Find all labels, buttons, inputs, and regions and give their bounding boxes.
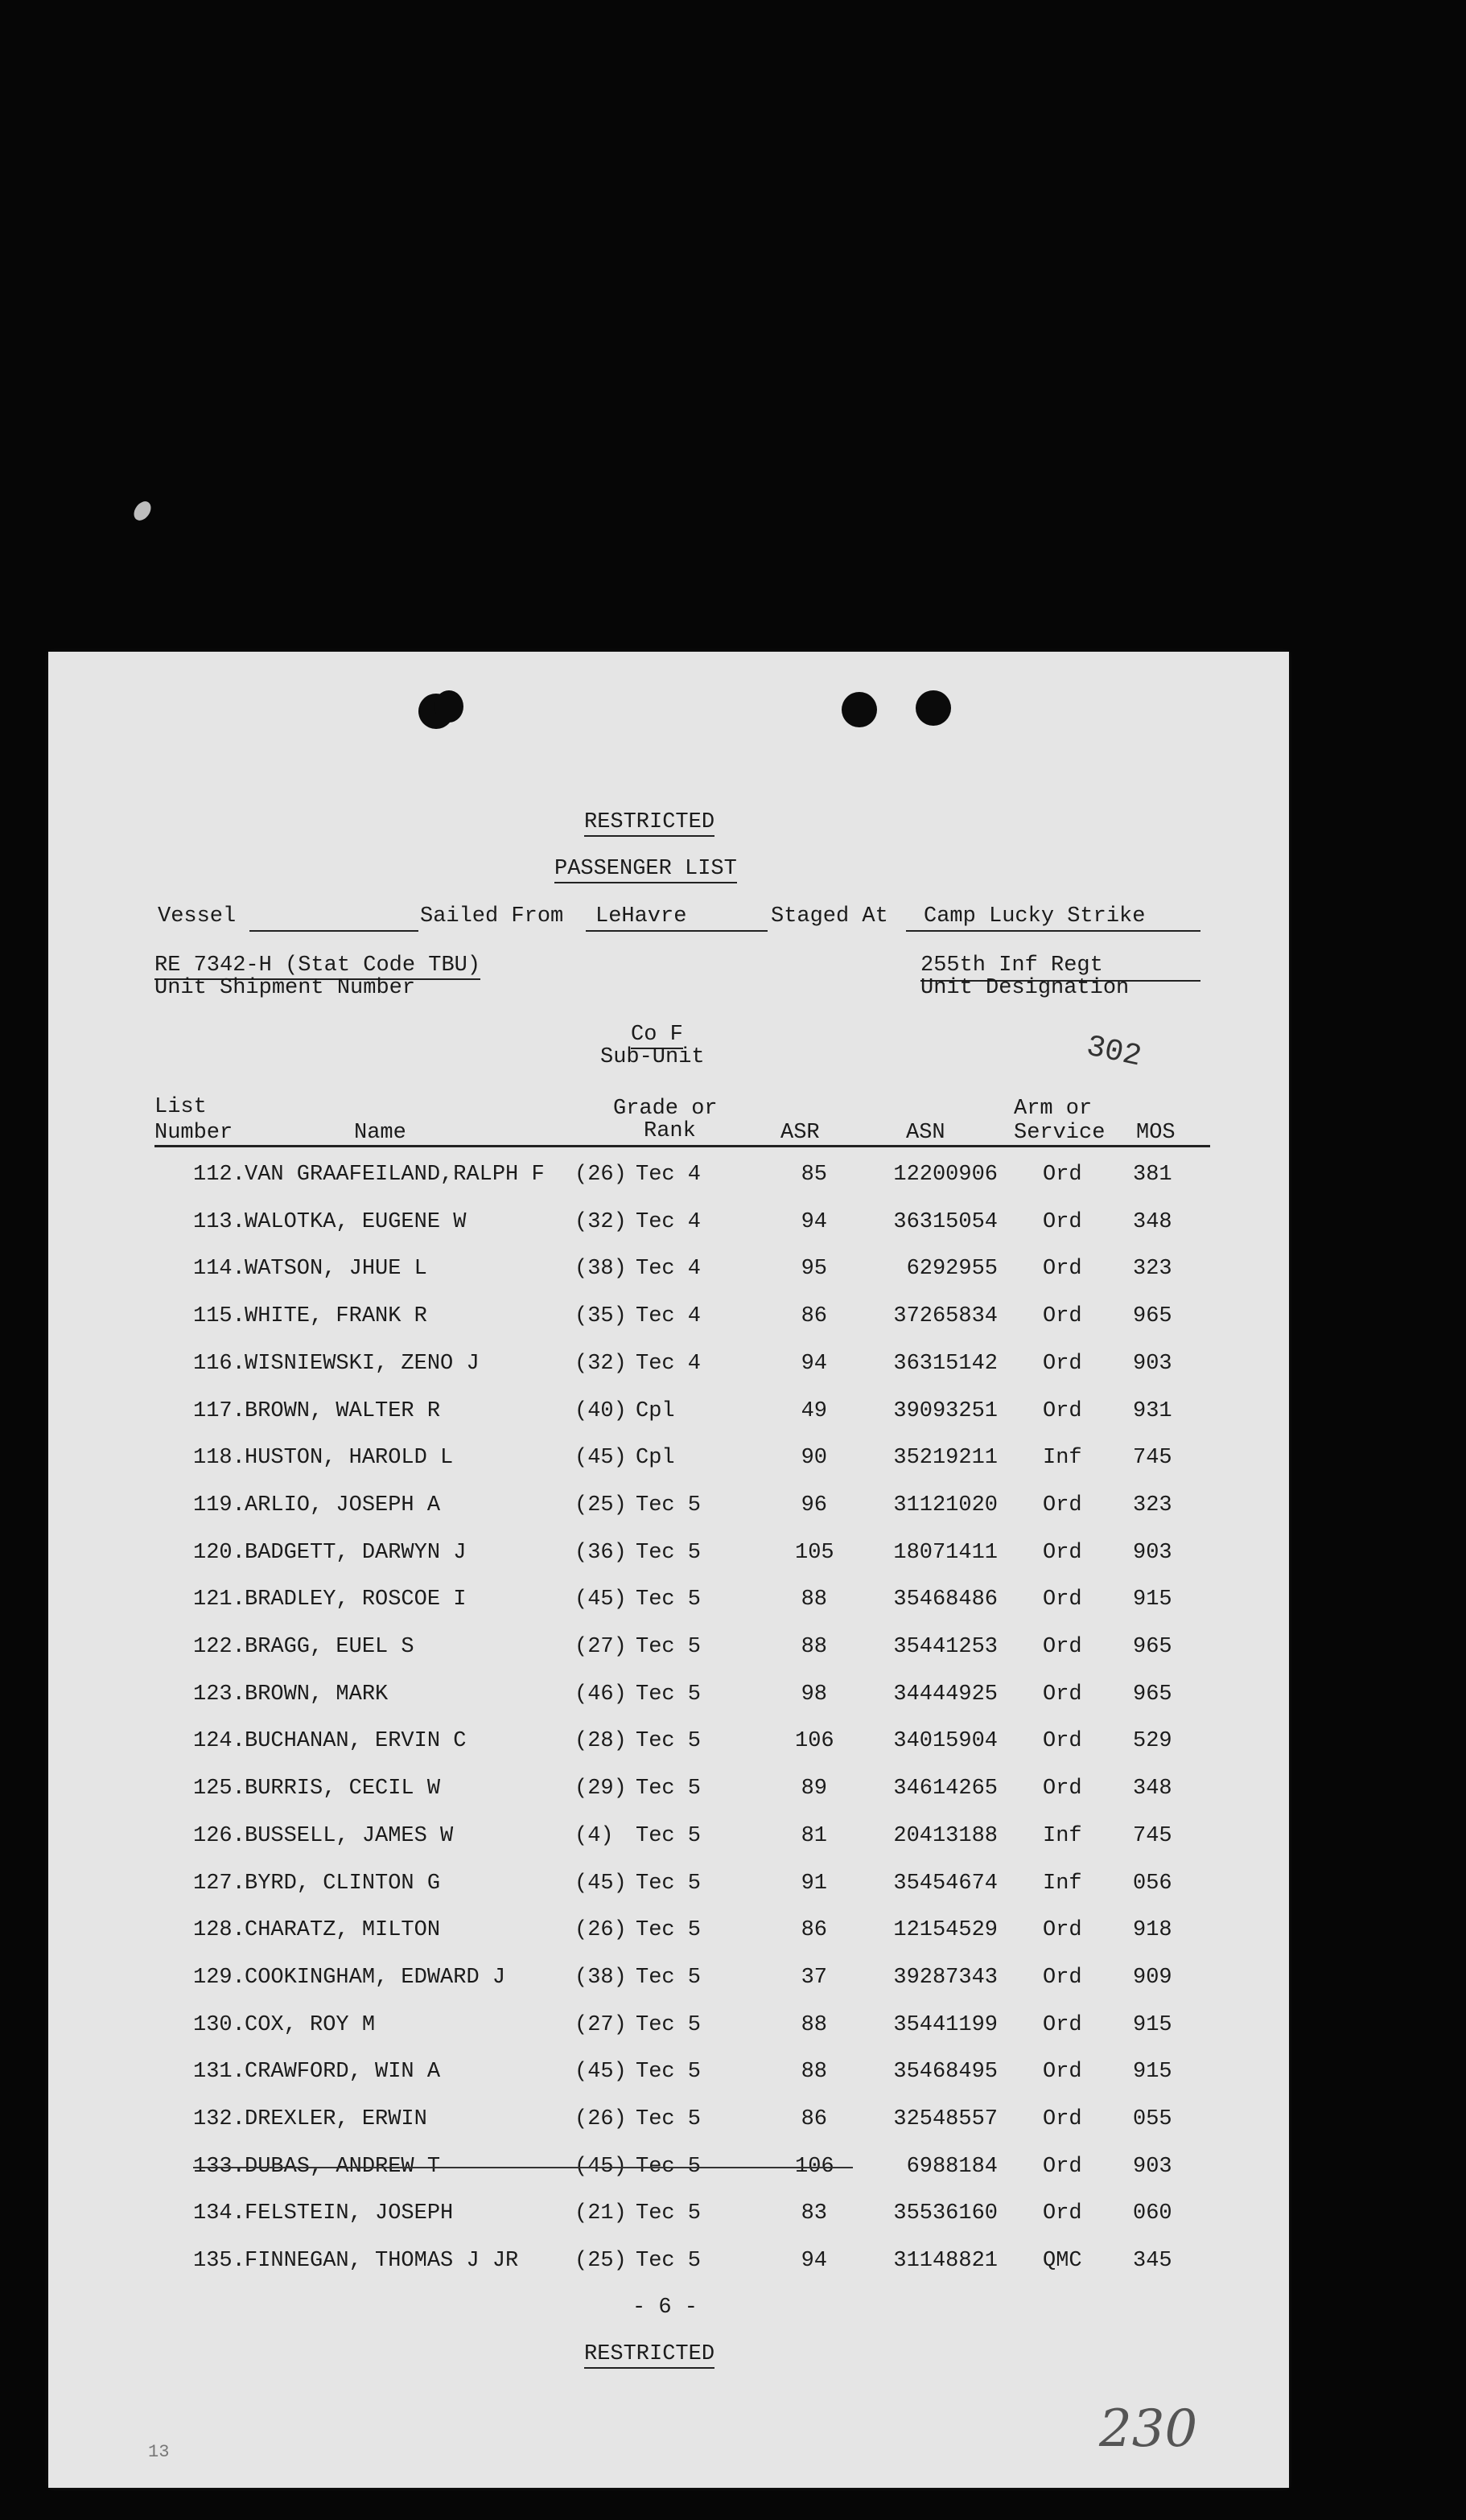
asn-cell: 39287343 bbox=[893, 1966, 998, 1990]
age-cell: (40) bbox=[574, 1399, 627, 1423]
grade-cell: Tec 5 bbox=[636, 2060, 702, 2084]
mos-cell: 323 bbox=[1133, 1493, 1172, 1517]
mos-cell: 915 bbox=[1133, 1587, 1172, 1612]
arm-cell: Ord bbox=[1043, 1966, 1082, 1990]
grade-cell: Cpl bbox=[636, 1399, 675, 1423]
list-number-cell: 114. bbox=[193, 1257, 245, 1281]
list-number-cell: 133. bbox=[193, 2155, 245, 2179]
list-number-cell: 129. bbox=[193, 1966, 245, 1990]
mos-cell: 348 bbox=[1133, 1777, 1172, 1801]
grade-cell: Tec 5 bbox=[636, 1966, 702, 1990]
arm-cell: Ord bbox=[1043, 1304, 1082, 1328]
arm-cell: Ord bbox=[1043, 1587, 1082, 1612]
list-number-cell: 127. bbox=[193, 1871, 245, 1896]
asr-cell: 106 bbox=[795, 1729, 834, 1753]
arm-cell: Ord bbox=[1043, 1399, 1082, 1423]
grade-cell: Tec 5 bbox=[636, 1635, 702, 1659]
asn-cell: 34015904 bbox=[893, 1729, 998, 1753]
staged-at-blank bbox=[906, 930, 1200, 932]
asr-cell: 94 bbox=[801, 1210, 827, 1234]
col-list-number-1: List bbox=[154, 1095, 207, 1119]
arm-cell: Ord bbox=[1043, 1163, 1082, 1187]
sailed-from-value: LeHavre bbox=[595, 904, 687, 929]
asn-cell: 6292955 bbox=[906, 1257, 998, 1281]
asn-cell: 34614265 bbox=[893, 1777, 998, 1801]
list-number-cell: 135. bbox=[193, 2249, 245, 2273]
grade-cell: Tec 5 bbox=[636, 1824, 702, 1848]
asr-cell: 86 bbox=[801, 2107, 827, 2131]
vessel-blank bbox=[249, 930, 418, 932]
asr-cell: 37 bbox=[801, 1966, 827, 1990]
restricted-top: RESTRICTED bbox=[584, 809, 714, 837]
col-asn: ASN bbox=[906, 1121, 945, 1145]
mos-cell: 965 bbox=[1133, 1682, 1172, 1707]
age-cell: (38) bbox=[574, 1966, 627, 1990]
name-cell: BROWN, WALTER R bbox=[245, 1399, 441, 1423]
mos-cell: 060 bbox=[1133, 2201, 1172, 2226]
arm-cell: Ord bbox=[1043, 2201, 1082, 2226]
age-cell: (21) bbox=[574, 2201, 627, 2226]
list-number-cell: 123. bbox=[193, 1682, 245, 1707]
name-cell: WISNIEWSKI, ZENO J bbox=[245, 1352, 480, 1376]
mos-cell: 745 bbox=[1133, 1446, 1172, 1470]
list-number-cell: 128. bbox=[193, 1918, 245, 1942]
name-cell: ARLIO, JOSEPH A bbox=[245, 1493, 441, 1517]
name-cell: FINNEGAN, THOMAS J JR bbox=[245, 2249, 519, 2273]
list-number-cell: 131. bbox=[193, 2060, 245, 2084]
age-cell: (45) bbox=[574, 1446, 627, 1470]
age-cell: (45) bbox=[574, 1871, 627, 1896]
asr-cell: 94 bbox=[801, 2249, 827, 2273]
asn-cell: 31148821 bbox=[893, 2249, 998, 2273]
asr-cell: 98 bbox=[801, 1682, 827, 1707]
arm-cell: Ord bbox=[1043, 1777, 1082, 1801]
name-cell: BADGETT, DARWYN J bbox=[245, 1541, 467, 1565]
age-cell: (27) bbox=[574, 1635, 627, 1659]
asn-cell: 12200906 bbox=[893, 1163, 998, 1187]
grade-cell: Cpl bbox=[636, 1446, 675, 1470]
name-cell: COX, ROY M bbox=[245, 2013, 376, 2037]
asr-cell: 91 bbox=[801, 1871, 827, 1896]
mos-cell: 381 bbox=[1133, 1163, 1172, 1187]
grade-cell: Tec 5 bbox=[636, 2249, 702, 2273]
arm-cell: Ord bbox=[1043, 2060, 1082, 2084]
strike-through-line bbox=[193, 2167, 853, 2168]
col-list-number-2: Number bbox=[154, 1121, 233, 1145]
list-number-cell: 120. bbox=[193, 1541, 245, 1565]
mos-cell: 965 bbox=[1133, 1304, 1172, 1328]
asn-cell: 31121020 bbox=[893, 1493, 998, 1517]
name-cell: BUSSELL, JAMES W bbox=[245, 1824, 454, 1848]
name-cell: COOKINGHAM, EDWARD J bbox=[245, 1966, 506, 1990]
shipment-number-label: Unit Shipment Number bbox=[154, 976, 416, 1000]
page-title: PASSENGER LIST bbox=[554, 856, 737, 883]
asn-cell: 35468486 bbox=[893, 1587, 998, 1612]
grade-cell: Tec 4 bbox=[636, 1304, 702, 1328]
col-arm-1: Arm or bbox=[1014, 1097, 1093, 1121]
age-cell: (29) bbox=[574, 1777, 627, 1801]
mos-cell: 055 bbox=[1133, 2107, 1172, 2131]
arm-cell: Ord bbox=[1043, 1493, 1082, 1517]
age-cell: (26) bbox=[574, 1163, 627, 1187]
list-number-cell: 130. bbox=[193, 2013, 245, 2037]
arm-cell: Ord bbox=[1043, 2013, 1082, 2037]
mos-cell: 918 bbox=[1133, 1918, 1172, 1942]
col-grade-1: Grade or bbox=[613, 1097, 718, 1121]
age-cell: (45) bbox=[574, 2155, 627, 2179]
mos-cell: 903 bbox=[1133, 1352, 1172, 1376]
list-number-cell: 124. bbox=[193, 1729, 245, 1753]
name-cell: BROWN, MARK bbox=[245, 1682, 389, 1707]
arm-cell: Inf bbox=[1043, 1871, 1082, 1896]
arm-cell: QMC bbox=[1043, 2249, 1082, 2273]
col-grade-2: Rank bbox=[644, 1119, 696, 1143]
arm-cell: Ord bbox=[1043, 1635, 1082, 1659]
list-number-cell: 119. bbox=[193, 1493, 245, 1517]
grade-cell: Tec 5 bbox=[636, 1541, 702, 1565]
list-number-cell: 134. bbox=[193, 2201, 245, 2226]
name-cell: CRAWFORD, WIN A bbox=[245, 2060, 441, 2084]
sailed-from-blank bbox=[586, 930, 768, 932]
grade-cell: Tec 4 bbox=[636, 1163, 702, 1187]
age-cell: (28) bbox=[574, 1729, 627, 1753]
asr-cell: 85 bbox=[801, 1163, 827, 1187]
arm-cell: Ord bbox=[1043, 2107, 1082, 2131]
mos-cell: 915 bbox=[1133, 2013, 1172, 2037]
age-cell: (45) bbox=[574, 1587, 627, 1612]
asr-cell: 88 bbox=[801, 1635, 827, 1659]
asn-cell: 35219211 bbox=[893, 1446, 998, 1470]
asn-cell: 20413188 bbox=[893, 1824, 998, 1848]
age-cell: (45) bbox=[574, 2060, 627, 2084]
grade-cell: Tec 5 bbox=[636, 1918, 702, 1942]
asr-cell: 95 bbox=[801, 1257, 827, 1281]
restricted-bottom: RESTRICTED bbox=[584, 2341, 714, 2369]
name-cell: BURRIS, CECIL W bbox=[245, 1777, 441, 1801]
arm-cell: Ord bbox=[1043, 1352, 1082, 1376]
grade-cell: Tec 5 bbox=[636, 1587, 702, 1612]
age-cell: (4) bbox=[574, 1824, 614, 1848]
handwritten-number: 230 bbox=[1099, 2399, 1198, 2459]
grade-cell: Tec 4 bbox=[636, 1352, 702, 1376]
punch-hole-middle bbox=[842, 692, 877, 727]
mos-cell: 903 bbox=[1133, 2155, 1172, 2179]
asn-cell: 34444925 bbox=[893, 1682, 998, 1707]
name-cell: CHARATZ, MILTON bbox=[245, 1918, 441, 1942]
mos-cell: 915 bbox=[1133, 2060, 1172, 2084]
name-cell: BYRD, CLINTON G bbox=[245, 1871, 441, 1896]
asn-cell: 35468495 bbox=[893, 2060, 998, 2084]
arm-cell: Ord bbox=[1043, 1541, 1082, 1565]
list-number-cell: 122. bbox=[193, 1635, 245, 1659]
grade-cell: Tec 5 bbox=[636, 2107, 702, 2131]
asn-cell: 35454674 bbox=[893, 1871, 998, 1896]
asn-cell: 36315142 bbox=[893, 1352, 998, 1376]
punch-hole-left-2 bbox=[434, 690, 463, 723]
mos-cell: 323 bbox=[1133, 1257, 1172, 1281]
designation-value: 255th Inf Regt bbox=[920, 953, 1103, 978]
age-cell: (36) bbox=[574, 1541, 627, 1565]
name-cell: WATSON, JHUE L bbox=[245, 1257, 427, 1281]
arm-cell: Inf bbox=[1043, 1446, 1082, 1470]
grade-cell: Tec 5 bbox=[636, 2201, 702, 2226]
asr-cell: 106 bbox=[795, 2155, 834, 2179]
designation-label: Unit Designation bbox=[920, 976, 1130, 1000]
asn-cell: 32548557 bbox=[893, 2107, 998, 2131]
asr-cell: 88 bbox=[801, 2013, 827, 2037]
shipment-number-value: RE 7342-H (Stat Code TBU) bbox=[154, 953, 480, 980]
asn-cell: 39093251 bbox=[893, 1399, 998, 1423]
asr-cell: 86 bbox=[801, 1304, 827, 1328]
corner-mark: 13 bbox=[148, 2442, 170, 2462]
mos-cell: 903 bbox=[1133, 1541, 1172, 1565]
age-cell: (26) bbox=[574, 2107, 627, 2131]
arm-cell: Ord bbox=[1043, 1257, 1082, 1281]
age-cell: (26) bbox=[574, 1918, 627, 1942]
asn-cell: 35441199 bbox=[893, 2013, 998, 2037]
mos-cell: 056 bbox=[1133, 1871, 1172, 1896]
mos-cell: 348 bbox=[1133, 1210, 1172, 1234]
list-number-cell: 117. bbox=[193, 1399, 245, 1423]
mos-cell: 345 bbox=[1133, 2249, 1172, 2273]
asr-cell: 96 bbox=[801, 1493, 827, 1517]
grade-cell: Tec 5 bbox=[636, 1682, 702, 1707]
age-cell: (46) bbox=[574, 1682, 627, 1707]
name-cell: DREXLER, ERWIN bbox=[245, 2107, 427, 2131]
subunit-value: Co F bbox=[631, 1022, 683, 1049]
age-cell: (32) bbox=[574, 1352, 627, 1376]
asr-cell: 90 bbox=[801, 1446, 827, 1470]
name-cell: DUBAS, ANDREW T bbox=[245, 2155, 441, 2179]
list-number-cell: 115. bbox=[193, 1304, 245, 1328]
asr-cell: 89 bbox=[801, 1777, 827, 1801]
age-cell: (25) bbox=[574, 2249, 627, 2273]
stamp-number: 302 bbox=[1083, 1029, 1145, 1075]
mos-cell: 909 bbox=[1133, 1966, 1172, 1990]
col-name: Name bbox=[354, 1121, 406, 1145]
name-cell: FELSTEIN, JOSEPH bbox=[245, 2201, 454, 2226]
grade-cell: Tec 5 bbox=[636, 1729, 702, 1753]
list-number-cell: 112. bbox=[193, 1163, 245, 1187]
list-number-cell: 126. bbox=[193, 1824, 245, 1848]
subunit-label: Sub-Unit bbox=[600, 1045, 705, 1069]
name-cell: BRAGG, EUEL S bbox=[245, 1635, 414, 1659]
age-cell: (38) bbox=[574, 1257, 627, 1281]
asn-cell: 37265834 bbox=[893, 1304, 998, 1328]
list-number-cell: 121. bbox=[193, 1587, 245, 1612]
grade-cell: Tec 5 bbox=[636, 1871, 702, 1896]
name-cell: HUSTON, HAROLD L bbox=[245, 1446, 454, 1470]
grade-cell: Tec 5 bbox=[636, 2155, 702, 2179]
asr-cell: 86 bbox=[801, 1918, 827, 1942]
list-number-cell: 132. bbox=[193, 2107, 245, 2131]
asr-cell: 49 bbox=[801, 1399, 827, 1423]
asr-cell: 83 bbox=[801, 2201, 827, 2226]
arm-cell: Ord bbox=[1043, 2155, 1082, 2179]
asr-cell: 88 bbox=[801, 1587, 827, 1612]
arm-cell: Inf bbox=[1043, 1824, 1082, 1848]
punch-hole-right bbox=[916, 690, 951, 726]
name-cell: BRADLEY, ROSCOE I bbox=[245, 1587, 467, 1612]
grade-cell: Tec 4 bbox=[636, 1210, 702, 1234]
age-cell: (25) bbox=[574, 1493, 627, 1517]
vessel-label: Vessel bbox=[158, 904, 237, 929]
col-arm-2: Service bbox=[1014, 1121, 1106, 1145]
arm-cell: Ord bbox=[1043, 1918, 1082, 1942]
grade-cell: Tec 5 bbox=[636, 2013, 702, 2037]
age-cell: (35) bbox=[574, 1304, 627, 1328]
dust-speck bbox=[130, 498, 154, 524]
age-cell: (32) bbox=[574, 1210, 627, 1234]
mos-cell: 965 bbox=[1133, 1635, 1172, 1659]
mos-cell: 745 bbox=[1133, 1824, 1172, 1848]
asn-cell: 35536160 bbox=[893, 2201, 998, 2226]
list-number-cell: 125. bbox=[193, 1777, 245, 1801]
arm-cell: Ord bbox=[1043, 1729, 1082, 1753]
staged-at-value: Camp Lucky Strike bbox=[924, 904, 1146, 929]
staged-at-label: Staged At bbox=[771, 904, 888, 929]
asr-cell: 88 bbox=[801, 2060, 827, 2084]
arm-cell: Ord bbox=[1043, 1682, 1082, 1707]
asn-cell: 6988184 bbox=[906, 2155, 998, 2179]
document-page bbox=[48, 652, 1289, 2488]
header-rule bbox=[154, 1145, 1210, 1147]
list-number-cell: 118. bbox=[193, 1446, 245, 1470]
mos-cell: 931 bbox=[1133, 1399, 1172, 1423]
name-cell: WALOTKA, EUGENE W bbox=[245, 1210, 467, 1234]
arm-cell: Ord bbox=[1043, 1210, 1082, 1234]
grade-cell: Tec 5 bbox=[636, 1777, 702, 1801]
sailed-from-label: Sailed From bbox=[420, 904, 564, 929]
age-cell: (27) bbox=[574, 2013, 627, 2037]
asn-cell: 12154529 bbox=[893, 1918, 998, 1942]
page-number: - 6 - bbox=[632, 2296, 698, 2320]
asn-cell: 36315054 bbox=[893, 1210, 998, 1234]
col-mos: MOS bbox=[1136, 1121, 1176, 1145]
asr-cell: 94 bbox=[801, 1352, 827, 1376]
list-number-cell: 113. bbox=[193, 1210, 245, 1234]
list-number-cell: 116. bbox=[193, 1352, 245, 1376]
asr-cell: 105 bbox=[795, 1541, 834, 1565]
grade-cell: Tec 5 bbox=[636, 1493, 702, 1517]
name-cell: WHITE, FRANK R bbox=[245, 1304, 427, 1328]
col-asr: ASR bbox=[780, 1121, 820, 1145]
grade-cell: Tec 4 bbox=[636, 1257, 702, 1281]
name-cell: VAN GRAAFEILAND,RALPH F bbox=[245, 1163, 545, 1187]
asr-cell: 81 bbox=[801, 1824, 827, 1848]
mos-cell: 529 bbox=[1133, 1729, 1172, 1753]
asn-cell: 35441253 bbox=[893, 1635, 998, 1659]
name-cell: BUCHANAN, ERVIN C bbox=[245, 1729, 467, 1753]
asn-cell: 18071411 bbox=[893, 1541, 998, 1565]
